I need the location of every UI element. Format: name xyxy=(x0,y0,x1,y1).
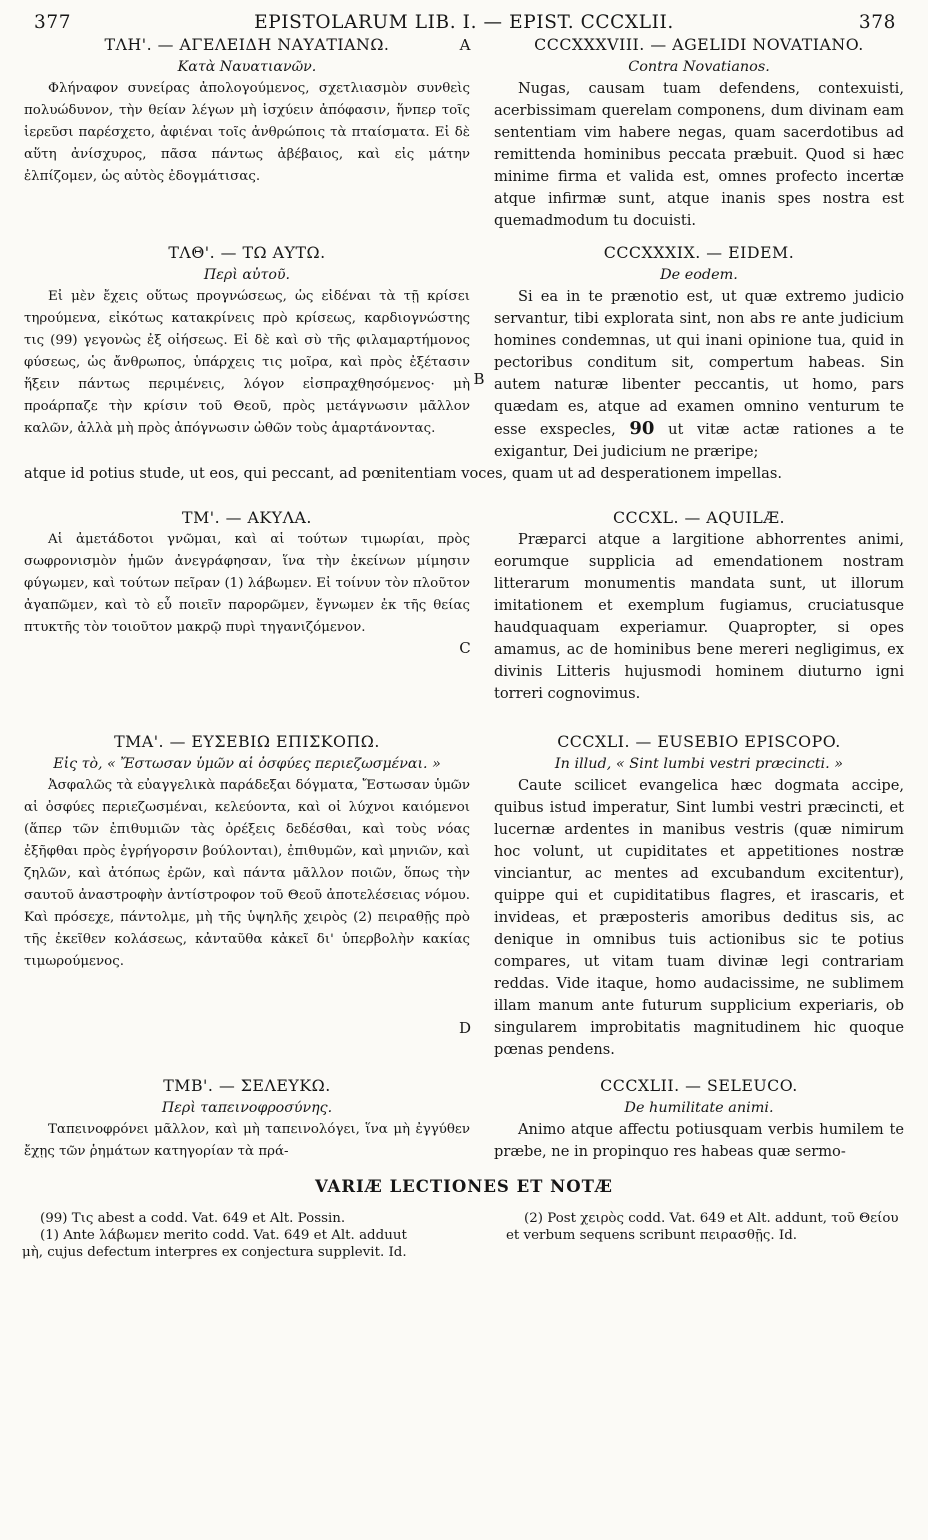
greek-text: Ἀσφαλῶς τὰ εὐαγγελικὰ παράδεξαι δόγματα, Ἔστωσαν ὑμῶν αἱ ὀσφύες περιεζωσμέναι, κελεύοντα, καὶ οἱ λύχνοι καιόμενοι (ἅπερ τῶν ἐπιθυμιῶν τὰς ὀρέξεις δεδέσθαι, καὶ τοὺς νόας ἐξῆφθαι πρὸς ἐγρήγορσιν βούλονται), ἐπιθυμῶν, καὶ μηνιῶν, καὶ ζηλῶν, καὶ ἀτόπως ἐρῶν, καὶ πάντα μᾶλλον ποιῶν, ὅπως τὴν σαυτοῦ ἀναστροφὴν ἀντίστροφον τοῦ Θεοῦ ἀποτελέσειας νόμου. Καὶ πρόσεχε, πάντολμε, μὴ τῆς ὑψηλῆς χειρὸς (2) πειραθῇς πρὸ τῆς ἐκεῖθεν κολάσεως, κἀνταῦθα κἀκεῖ δι' ὑπερβολὴν κακίας τιμωρούμενος. xyxy=(24,778,470,969)
column-number: 90 xyxy=(629,418,655,439)
greek-column xyxy=(22,507,470,705)
greek-heading: ΤΛΘ'. — ΤΩ ΑΥΤΩ. xyxy=(168,243,326,262)
latin-text: Præparci atque a largitione abhorrentes animi, eorumque supplicia ad emendationem nostram litterarum monumentis mandata sunt, ut illorum imitationem et exemplum fugiamus, cruciatusque haudquaquam experiamur. Quapropter, si opes amamus, ac de hominibus bene mereri negligimus, ex divinis Litteris hujusmodi hominem diuturno igni torreri cognovimus. xyxy=(494,531,904,702)
running-title: EPISTOLARUM LIB. I. — EPIST. CCCXLII. xyxy=(254,12,674,33)
latin-text xyxy=(494,286,904,463)
latin-continuation: atque id potius stude, ut eos, qui peccant, ad pœnitentiam voces, quam ut ad desperationem impellas. xyxy=(24,465,782,482)
column-marker-b: B xyxy=(473,370,485,388)
notes-title: VARIÆ LECTIONES ET NOTÆ xyxy=(315,1177,613,1196)
greek-text: Αἱ ἀμετάδοτοι γνῶμαι, καὶ αἱ τούτων τιμωρίαι, πρὸς σωφρονισμὸν ἡμῶν ἀνεγράφησαν, ἵνα τὴν ἐκείνων μίμησιν φύγωμεν, καὶ τούτων πεῖραν (1) λάβωμεν. Εἰ τοίνυν τὸν πλοῦτον ἀγαπῶμεν, καὶ τὸ εὖ ποιεῖν παρορῶμεν, ἔγνωμεν ἐκ τῆς θείας πτυκτῆς τὸν τοιοῦτον μακρῷ πυρὶ τηγανιζόμενον. xyxy=(24,532,470,635)
left-page-number: 377 xyxy=(34,12,72,33)
greek-text: Εἰ μὲν ἔχεις οὕτως προγνώσεως, ὡς εἰδέναι τὰ τῇ κρίσει τηρούμενα, εἰκότως κατακρίνεις πρὸ κρίσεως, καρδιογνώστης τις (99) γεγονὼς ἐξ οἰήσεως. Εἰ δὲ καὶ σὺ τῆς φιλαμαρτήμονος φύσεως, ὡς ἄνθρωπος, ὑπάρχεις τις μοῖρα, καὶ πρὸς ἐξέτασιν ἥξειν πάντως περιμένεις, λόγον εἰσπραχθησόμενος· μὴ προάρπαζε τὴν κρίσιν τοῦ Θεοῦ, πρὸς μετάγνωσιν μᾶλλον καλῶν, ἀλλὰ μὴ πρὸς ἀπόγνωσιν ὠθῶν τοὺς ἁμαρτάνοντας. xyxy=(24,289,470,436)
latin-column xyxy=(494,507,904,705)
latin-column xyxy=(494,1075,904,1163)
latin-column xyxy=(494,731,904,1061)
greek-subtitle: Εἰς τὸ, « Ἔστωσαν ὑμῶν αἱ ὀσφύες περιεζωσμέναι. » xyxy=(53,756,441,772)
greek-column xyxy=(22,242,470,463)
latin-column xyxy=(494,34,904,232)
latin-heading: CCCXLII. — SELEUCO. xyxy=(600,1076,798,1095)
latin-heading: CCCXLI. — EUSEBIO EPISCOPO. xyxy=(557,732,841,751)
latin-subtitle: In illud, « Sint lumbi vestri præcincti. » xyxy=(554,756,844,772)
latin-text-after: ut vitæ actæ rationes a te exigantur, Dei judicium ne præripe; xyxy=(494,421,905,460)
latin-text-before: Si ea in te prænotio est, ut quæ extremo judicio servantur, tibi explorata sint, non abs re ante judicium homines condemnas, ut qui inani opinione tua, quid in pectoribus conditum sit, compertum habeas. Sin autem naturæ libenter peccantis, ut homo, pars quædam es, atque ad examen omnino venturum te esse exspecles, xyxy=(494,288,904,438)
notes-right xyxy=(506,1210,906,1261)
latin-subtitle: De humilitate animi. xyxy=(624,1100,774,1116)
notes-section xyxy=(22,1177,906,1261)
latin-subtitle: Contra Novatianos. xyxy=(628,59,770,75)
column-marker-c: C xyxy=(459,639,471,657)
page xyxy=(22,8,906,1528)
letter-341 xyxy=(22,731,906,1061)
greek-heading: ΤΜ'. — ΑΚΥΛΑ. xyxy=(182,508,312,527)
latin-column xyxy=(494,242,904,463)
greek-heading: ΤΜΑ'. — ΕΥΣΕΒΙΩ ΕΠΙΣΚΟΠΩ. xyxy=(114,732,380,751)
right-page-number: 378 xyxy=(858,12,896,33)
letter-338 xyxy=(22,34,906,232)
greek-heading: ΤΛΗ'. — ΑΓΕΛΕΙΔΗ ΝΑΥΑΤΙΑΝΩ. xyxy=(104,35,390,54)
greek-text: Φλήναφον συνείρας ἀπολογούμενος, σχετλιασμὸν συνθεὶς πολυώδυνον, τὴν θείαν λέγων μὴ ἰσχύειν ἀπόφασιν, ἥνπερ τοῖς ἱερεῦσι παρέσχετο, ἀφιέναι τοῖς ἀνθρώποις τὰ πταίσματα. Εἰ δὲ αὕτη ἀνίσχυρος, πᾶσα πάντως ἀβέβαιος, καὶ εἰς μάτην ἐλπίζομεν, ὡς αὐτὸς ἐδογμάτισας. xyxy=(24,81,470,184)
latin-heading: CCCXXXVIII. — AGELIDI NOVATIANO. xyxy=(534,35,864,54)
greek-column xyxy=(22,34,470,232)
greek-subtitle: Περὶ ταπεινοφροσύνης. xyxy=(161,1100,333,1116)
letter-339 xyxy=(22,242,906,463)
greek-subtitle: Κατὰ Ναυατιανῶν. xyxy=(177,59,317,75)
note-1: (1) Ante λάβωμεν merito codd. Vat. 649 et Alt. adduut μὴ, cujus defectum interpres ex conjectura supplevit. Id. xyxy=(22,1228,407,1260)
running-header xyxy=(22,8,906,34)
greek-heading: ΤΜΒ'. — ΣΕΛΕΥΚΩ. xyxy=(163,1076,331,1095)
notes-body xyxy=(22,1210,906,1261)
column-marker-a: A xyxy=(459,36,471,54)
latin-heading: CCCXL. — AQUILÆ. xyxy=(612,508,786,527)
note-99: (99) Τις abest a codd. Vat. 649 et Alt. Possin. xyxy=(40,1211,346,1226)
greek-column xyxy=(22,731,470,1061)
latin-text: Animo atque affectu potiusquam verbis humilem te præbe, ne in propinquo res habeas quæ sermo- xyxy=(494,1121,904,1160)
latin-heading: CCCXXXIX. — EIDEM. xyxy=(603,243,795,262)
letter-342 xyxy=(22,1075,906,1163)
notes-left xyxy=(22,1210,422,1261)
latin-text: Caute scilicet evangelica hæc dogmata accipe, quibus istud imperatur, Sint lumbi vestri præcincti, et lucernæ ardentes in manibus vestris (quæ nimirum hoc volunt, ut cupiditates et appetitiones nostræ vinciantur, ac mentes ad excubandum excitentur), quippe qui et cupiditatibus flagres, et irascaris, et invideas, et præposteris amoribus deditus sis, ac denique in omnibus tuis actionibus sic te potius compares, ut vitam tuam divinæ legi contrariam reddas. Vide itaque, homo audacissime, ne sublimem illam manum ante futurum supplicium experiaris, ob singularem improbitatis magnitudinem hic quoque pœnas pendens. xyxy=(494,777,904,1058)
column-marker-d: D xyxy=(458,1019,472,1037)
greek-subtitle: Περὶ αὐτοῦ. xyxy=(203,267,291,283)
letter-340 xyxy=(22,507,906,705)
latin-text: Nugas, causam tuam defendens, contexuisti, acerbissimam querelam componens, dum divinam eam sententiam vim habere negas, quam sacerdotibus ad remittenda hominibus peccata præbuit. Quod si hæc minime firma et valida est, omnes profecto incertæ atque infirmæ sunt, atque inanis spes nostra est quemadmodum tu docuisti. xyxy=(494,80,904,229)
latin-subtitle: De eodem. xyxy=(660,267,738,283)
note-2: (2) Post χειρὸς codd. Vat. 649 et Alt. addunt, τοῦ Θείου et verbum sequens scribunt πειρασθῇς. Id. xyxy=(506,1211,899,1243)
greek-column xyxy=(22,1075,470,1163)
greek-text: Ταπεινοφρόνει μᾶλλον, καὶ μὴ ταπεινολόγει, ἵνα μὴ ἐγγύθεν ἔχῃς τῶν ῥημάτων κατηγορίαν τὰ πρά- xyxy=(24,1122,470,1159)
